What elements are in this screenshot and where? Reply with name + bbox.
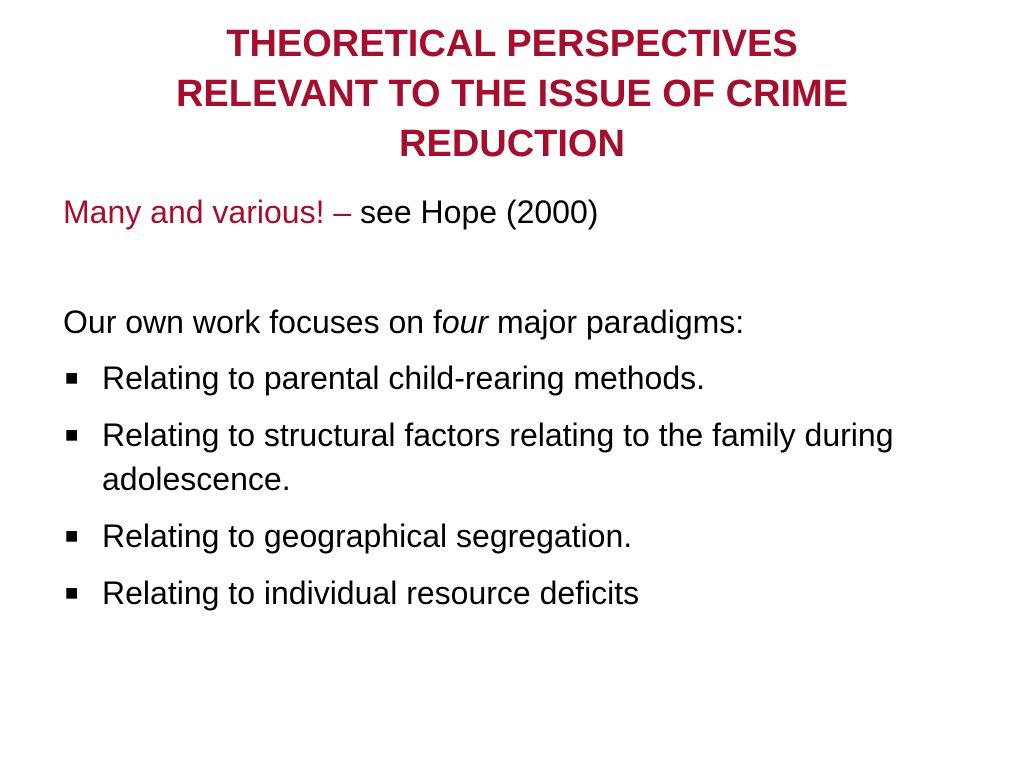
slide-body [63, 190, 963, 628]
title-line: RELEVANT TO THE ISSUE OF CRIME [175, 73, 849, 115]
bullet-list [63, 356, 963, 615]
bullet-text: Relating to geographical segregation. [102, 518, 633, 554]
square-bullet-icon: ■ [65, 580, 79, 605]
bullet-item [63, 514, 902, 558]
intro-highlight: Many and various! – [63, 194, 352, 230]
intro-rest: see Hope (2000) [351, 194, 599, 230]
title-line: THEORETICAL PERSPECTIVES [226, 23, 798, 65]
bullet-text: Relating to structural factors relating to the family during adolescence. [102, 417, 894, 497]
slide-title [60, 19, 964, 169]
square-bullet-icon: ■ [65, 523, 79, 548]
spacer [63, 236, 963, 300]
lead-after: major paradigms: [488, 304, 745, 340]
square-bullet-icon: ■ [65, 365, 79, 390]
intro-line [63, 190, 963, 236]
lead-line [63, 300, 963, 356]
bullet-text: Relating to individual resource deficits [102, 575, 640, 611]
lead-italic: our [441, 304, 489, 340]
bullet-item [63, 356, 902, 400]
bullet-item [63, 571, 902, 615]
title-line: REDUCTION [399, 123, 625, 165]
lead-before: Our own work focuses on f [63, 304, 442, 340]
bullet-item [63, 413, 902, 501]
bullet-text: Relating to parental child-rearing methods. [102, 360, 705, 396]
square-bullet-icon: ■ [65, 422, 79, 447]
